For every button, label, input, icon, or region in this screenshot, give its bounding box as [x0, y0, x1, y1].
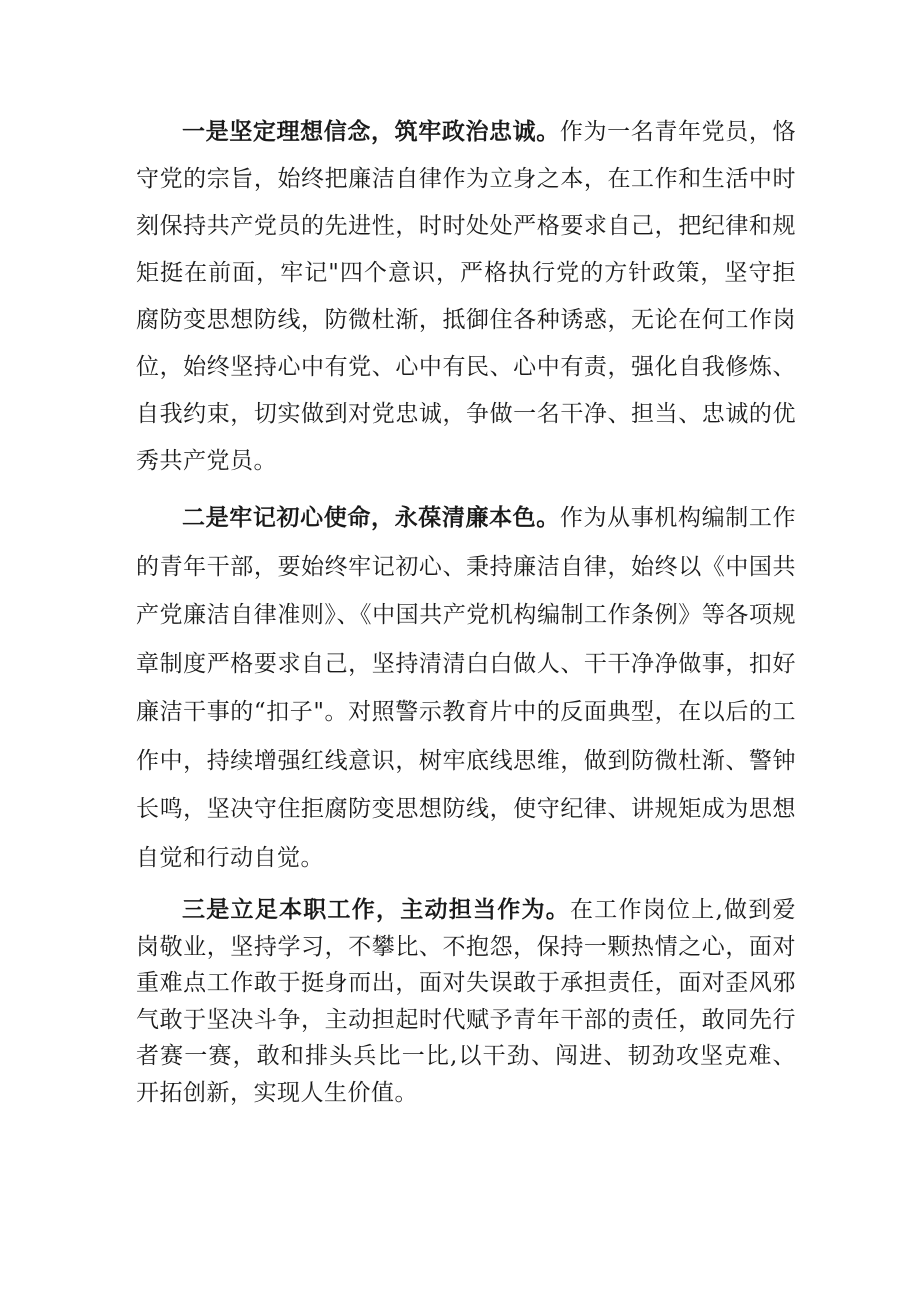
paragraph-2-heading: 二是牢记初心使命，永葆清廉本色。 — [182, 504, 560, 531]
paragraph-1-body: 作为一名青年党员，恪守党的宗旨，始终把廉洁自律作为立身之本，在工作和生活中时刻保持共产党员的先进性，时时处处严格要求自己，把纪律和规矩挺在前面，牢记"四个意识，严格执行党的方针政策，坚守拒腐防变思想防线，防微杜渐，抵御住各种诱惑，无论在何工作岗位，始终坚持心中有党、心中有民、心中有责，强化自我修炼、自我约束，切实做到对党忠诚，争做一名干净、担当、忠诚的优秀共产党员。 — [136, 119, 797, 474]
paragraph-1 — [136, 108, 796, 485]
paragraph-2 — [136, 494, 796, 882]
paragraph-3-body: 在工作岗位上,做到爱岗敬业，坚持学习，不攀比、不抱怨，保持一颗热情之心，面对重难点工作敢于挺身而出，面对失误敢于承担责任，面对歪风邪气敢于坚决斗争，主动担起时代赋予青年干部的责任，敢同先行者赛一赛，敢和排头兵比一比,以干劲、闯进、韧劲攻坚克难、开拓创新，实现人生价值。 — [136, 897, 797, 1106]
paragraph-2-body: 作为从事机构编制工作的青年干部，要始终牢记初心、秉持廉洁自律，始终以《中国共产党廉洁自律准则》、《中国共产党机构编制工作条例》等各项规章制度严格要求自己，坚持清清白白做人、干干净净做事，扣好廉洁干事的“扣子"。对照警示教育片中的反面典型，在以后的工作中，持续增强红线意识，树牢底线思维，做到防微杜渐、警钟长鸣，坚决守住拒腐防变思想防线，使守纪律、讲规矩成为思想自觉和行动自觉。 — [136, 505, 797, 871]
paragraph-3-heading: 三是立足本职工作，主动担当作为。 — [182, 896, 570, 923]
paragraph-1-heading: 一是坚定理想信念，筑牢政治忠诚。 — [182, 118, 560, 145]
paragraph-3 — [136, 892, 796, 1111]
document-page — [136, 108, 796, 1111]
